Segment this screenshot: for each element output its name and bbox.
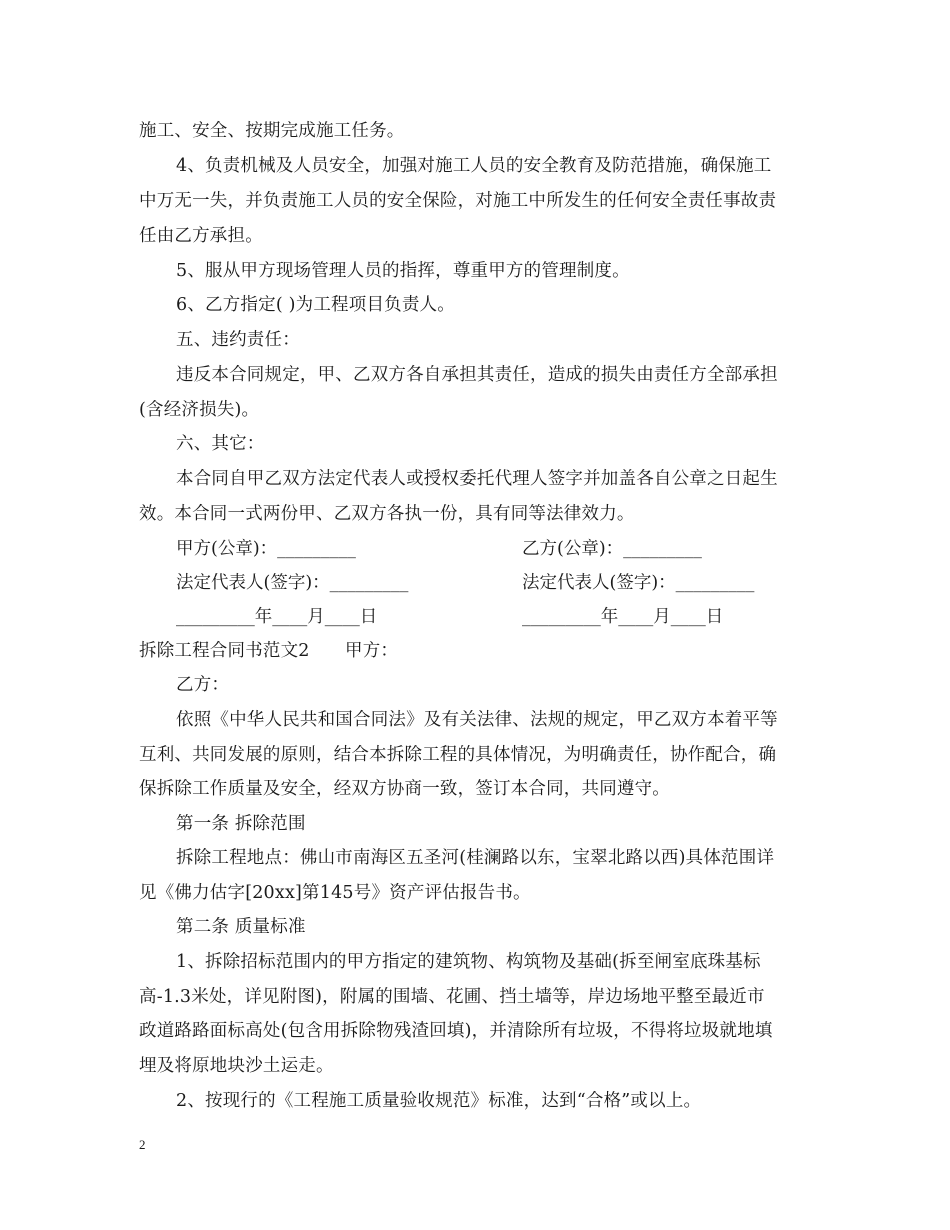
paragraph-line: 见《佛力估字[20xx]第145号》资产评估报告书。: [139, 883, 531, 903]
paragraph-line: 本合同自甲乙双方法定代表人或授权委托代理人签字并加盖各自公章之日起生: [176, 469, 778, 489]
paragraph-line: 埋及将原地块沙土运走。: [139, 1056, 334, 1076]
paragraph-line: 违反本合同规定，甲、乙双方各自承担其责任，造成的损失由责任方全部承担: [176, 365, 778, 385]
party-b-representative-field: 法定代表人(签字)：_________: [522, 573, 755, 593]
article-heading: 第二条 质量标准: [176, 917, 306, 937]
paragraph-line: 保拆除工作质量及安全，经双方协商一致，签订本合同，共同遵守。: [139, 779, 670, 799]
paragraph-line: 拆除工程地点：佛山市南海区五圣河(桂澜路以东，宝翠北路以西)具体范围详: [176, 848, 775, 868]
paragraph-line: 5、服从甲方现场管理人员的指挥，尊重甲方的管理制度。: [176, 261, 630, 281]
paragraph-line: 效。本合同一式两份甲、乙双方各执一份，具有同等法律效力。: [139, 504, 635, 524]
party-a-representative-field: 法定代表人(签字)：_________: [176, 573, 409, 593]
paragraph-line: 4、负责机械及人员安全，加强对施工人员的安全教育及防范措施，确保施工: [176, 156, 772, 176]
article-heading: 第一条 拆除范围: [176, 814, 306, 834]
paragraph-line: 中万无一失，并负责施工人员的安全保险，对施工中所发生的任何安全责任事故责: [139, 191, 777, 211]
paragraph-line: 1、拆除招标范围内的甲方指定的建筑物、构筑物及基础(拆至闸室底珠基标: [176, 952, 761, 972]
paragraph-line: 2、按现行的《工程施工质量验收规范》标准，达到“合格”或以上。: [176, 1091, 702, 1111]
paragraph-line: 互利、共同发展的原则，结合本拆除工程的具体情况，为明确责任，协作配合，确: [139, 745, 777, 765]
party-a-seal-field: 甲方(公章)：_________: [176, 539, 356, 559]
party-b-seal-field: 乙方(公章)：_________: [522, 539, 702, 559]
party-a-date-field: _________年____月____日: [176, 607, 378, 627]
paragraph-line: 施工、安全、按期完成施工任务。: [139, 121, 405, 141]
section-heading: 五、违约责任：: [176, 330, 300, 350]
page-number: 2: [139, 1137, 146, 1152]
paragraph-line: 依照《中华人民共和国合同法》及有关法律、法规的规定，甲乙双方本着平等: [176, 710, 778, 730]
section-heading: 六、其它：: [176, 434, 265, 454]
paragraph-line: 乙方：: [176, 675, 230, 695]
paragraph-line: (含经济损失)。: [139, 400, 260, 420]
paragraph-line: 6、乙方指定( )为工程项目负责人。: [176, 295, 455, 315]
paragraph-line: 政道路路面标高处(包含用拆除物残渣回填)，并清除所有垃圾，不得将垃圾就地填: [139, 1021, 773, 1041]
paragraph-line: 高-1.3米处，详见附图)，附属的围墙、花圃、挡土墙等，岸边场地平整至最近市: [139, 987, 765, 1007]
document-title: 拆除工程合同书范文2 甲方：: [139, 641, 399, 661]
party-b-date-field: _________年____月____日: [522, 607, 724, 627]
paragraph-line: 任由乙方承担。: [139, 226, 263, 246]
